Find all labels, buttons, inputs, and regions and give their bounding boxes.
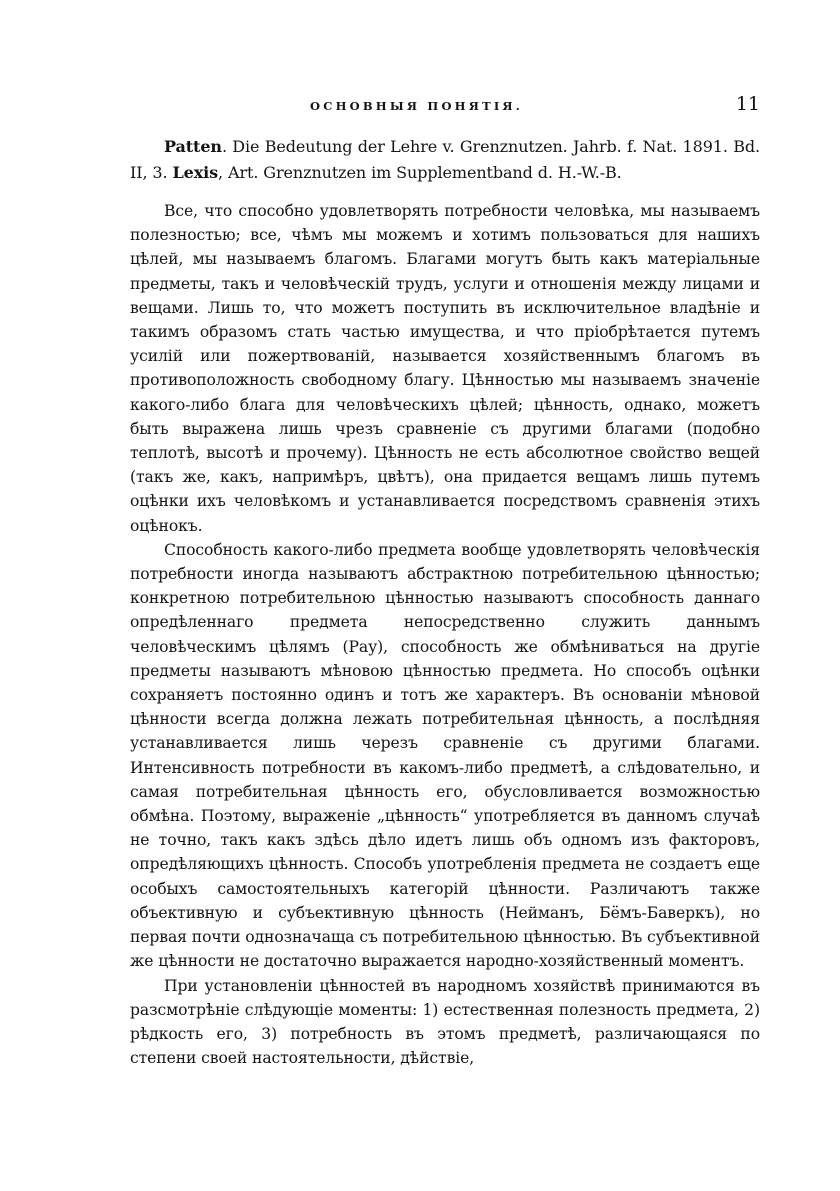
running-title: ОСНОВНЫЯ ПОНЯТІЯ. bbox=[310, 99, 523, 113]
paragraph: Все, что способно удовлетворять потребности человѣка, мы называемъ полезностью; все, чѣмъ мы можемъ и хотимъ пользоваться для нашихъ цѣлей, мы называемъ благомъ. Благами могутъ быть какъ матеріальные предметы, такъ и человѣческій трудъ, услуги и отношенія между лицами и вещами. Лишь то, что можетъ поступить въ исключительное владѣніе и такимъ образомъ стать частью имущества, и что пріобрѣтается путемъ усилій или пожертвованій, называется хозяйственнымъ благомъ въ противоположность свободному благу. Цѣнностью мы называемъ значеніе какого-либо блага для человѣческихъ цѣлей; цѣнность, однако, можетъ быть выражена лишь чрезъ сравненіе съ другими благами (подобно теплотѣ, высотѣ и прочему). Цѣнность не есть абсолютное свойство вещей (такъ же, какъ, напримѣръ, цвѣтъ), она придается вещамъ лишь путемъ оцѣнки ихъ человѣкомъ и устанавливается посредствомъ сравненія этихъ оцѣнокъ. bbox=[130, 202, 760, 535]
author-name: Patten bbox=[164, 137, 222, 156]
bibliography-entry bbox=[130, 134, 760, 185]
page-number: 11 bbox=[735, 93, 760, 115]
author-name: Lexis bbox=[172, 162, 219, 182]
running-head bbox=[130, 93, 760, 119]
paragraph: При установленіи цѣнностей въ народномъ хозяйствѣ принимаются въ разсмотрѣніе слѣдующіе моменты: 1) естественная полезность предмета, 2) рѣдкость его, 3) потребность въ этомъ предметѣ, различающаяся по степени своей настоятельности, дѣйствіе, bbox=[130, 976, 760, 1068]
bibliography-text: , Art. Grenznutzen im Supplementband d. H.-W.-B. bbox=[218, 162, 622, 182]
paragraph: Способность какого-либо предмета вообще удовлетворять человѣческія потребности иногда называютъ абстрактною потребительною цѣнностью; конкретною потребительною цѣнностью называютъ способность даннаго опредѣленнаго предмета непосредственно служить даннымъ человѣческимъ цѣлямъ (Рау), способность же обмѣниваться на другіе предметы называютъ мѣновою цѣнностью предмета. Но способъ оцѣнки сохраняетъ постоянно одинъ и тотъ же характеръ. Въ основаніи мѣновой цѣнности всегда должна лежать потребительная цѣнность, а послѣдняя устанавливается лишь черезъ сравненіе съ другими благами. Интенсивность потребности въ какомъ-либо предметѣ, а слѣдовательно, и самая потребительная цѣнность его, обусловливается возможностью обмѣна. Поэтому, выраженіе „цѣнность“ употребляется въ данномъ случаѣ не точно, такъ какъ здѣсь дѣло идетъ лишь объ одномъ изъ факторовъ, опредѣляющихъ цѣнность. Способъ употребленія предмета не создаетъ еще особыхъ самостоятельныхъ категорій цѣнности. Различаютъ также объективную и субъективную цѣнность (Нейманъ, Бёмъ-Баверкъ), но первая почти однозначаща съ потребительною цѣнностью. Въ субъективной же цѣнности не достаточно выражается народно-хозяйственный моментъ. bbox=[130, 540, 760, 971]
text-block bbox=[130, 134, 760, 1070]
bibliography-text: . Die Bedeutung der Lehre v. Grenznutzen. Jahrb. f. Nat. 1891. Bd. II, 3. bbox=[130, 137, 760, 182]
